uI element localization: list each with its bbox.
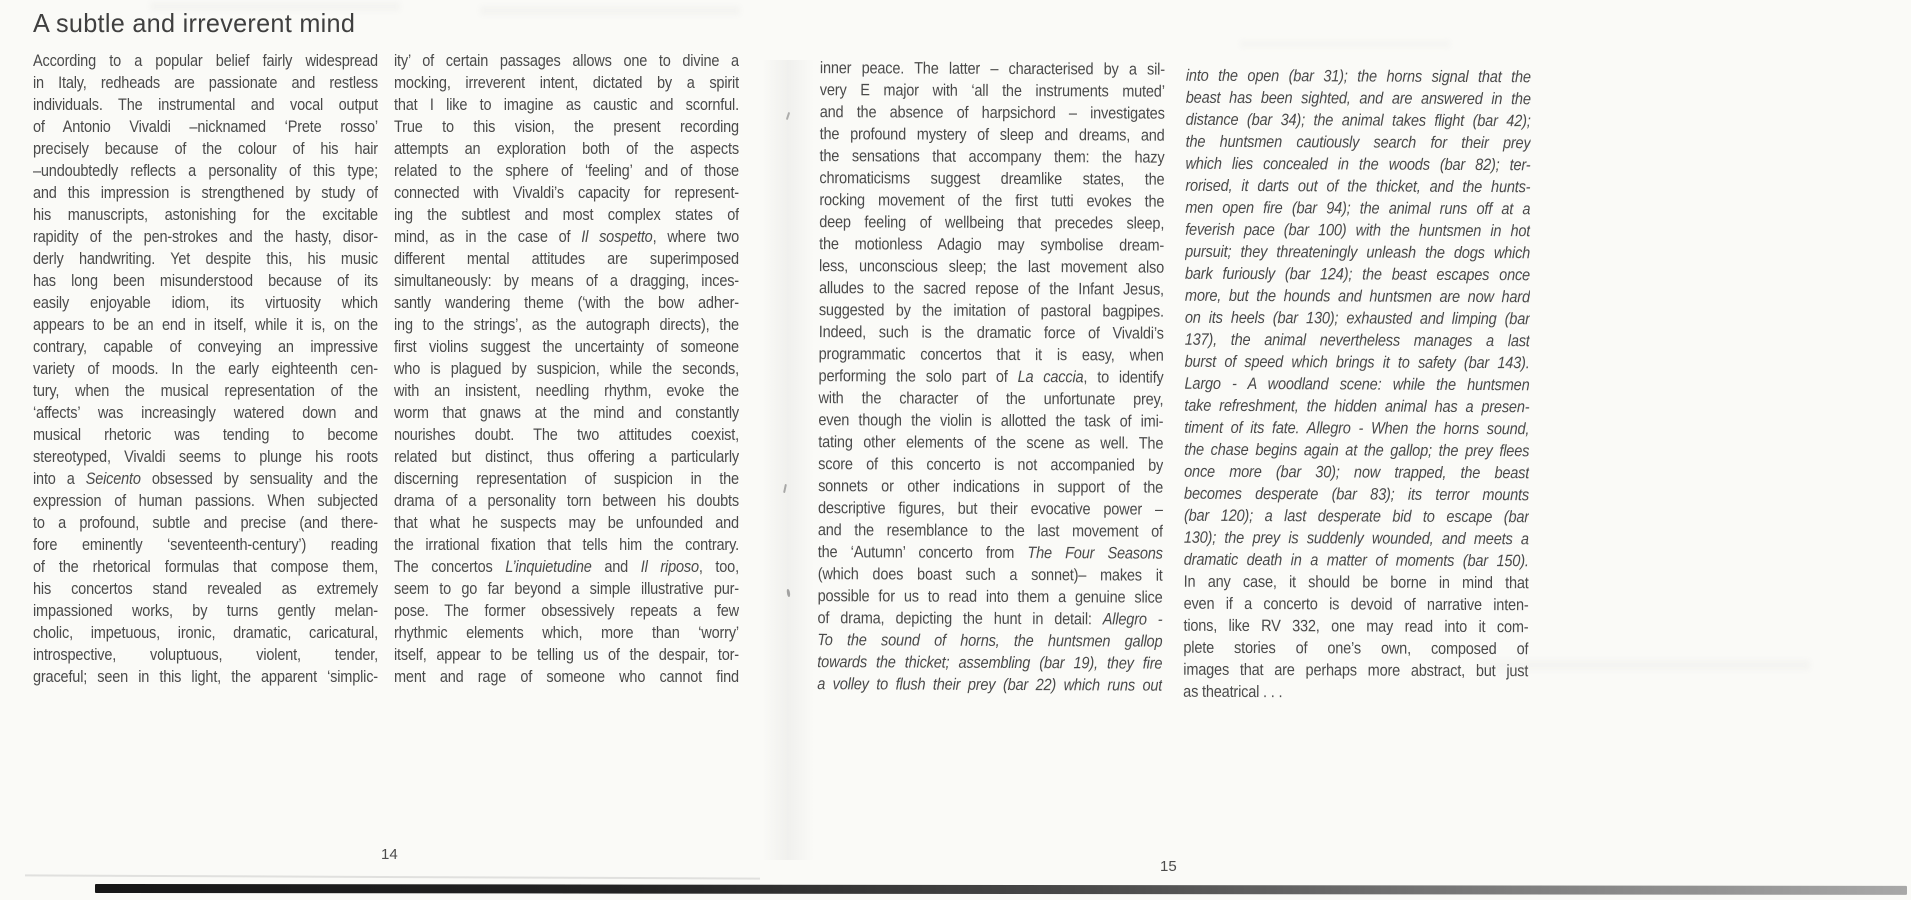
text-line: musical rhetoric was tending to become [33,426,378,444]
text-line: becomes desperate (bar 83); its terror mounts [1184,484,1530,505]
text-line: with an insistent, needling rhythm, evoke the [394,382,739,400]
text-line: and the absence of harpsichord – investigates [819,103,1165,123]
text-line: the ‘Autumn’ concerto from The Four Seasons [817,543,1163,563]
page-number-left: 14 [381,846,398,863]
text-line: pursuit; they threateningly unleash the dogs which [1185,242,1531,263]
text-line: a volley to flush their prey (bar 22) which runs out [817,675,1163,695]
text-line: of Antonio Vivaldi –nicknamed ‘Prete rosso’ [33,118,378,136]
text-line: seem to go far beyond a simple illustrative pur- [394,580,739,598]
text-line: pose. The former obsessively repeats a few [394,602,739,620]
text-line: cholic, impetuous, ironic, dramatic, caricatural, [33,624,378,642]
text-line: has long been misunderstood because of its [33,272,378,290]
text-line: of the rhetorical formulas that compose them, [33,558,378,576]
text-line: tating other elements of the scene as well. The [818,433,1164,453]
text-line: Indeed, such is the dramatic force of Vivaldi’s [818,323,1164,343]
text-line: (bar 120); a last desperate bid to escape (bar [1183,506,1529,527]
text-line: rhythmic elements which, more than ‘worry’ [394,624,739,642]
text-line: chromaticisms suggest dreamlike states, the [819,169,1165,189]
text-line: connected with Vivaldi’s capacity for represent- [394,184,739,202]
text-line: bark furiously (bar 124); the beast escapes once [1184,264,1531,285]
text-line: the huntsmen cautiously search for their prey [1185,132,1531,153]
text-line: tions, like RV 332, one may read into it com- [1183,616,1529,637]
text-line: programmatic concertos that it is easy, when [818,345,1164,365]
text-line: 130); the prey is suddenly wounded, and meets a [1183,528,1529,549]
text-line: performing the solo part of La caccia, to identify [818,367,1164,387]
text-line: the motionless Adagio may symbolise dream- [819,235,1165,255]
text-line: plete stories of one’s own, composed of [1183,638,1529,659]
text-line: contrary, capable of conveying an impressive [33,338,378,356]
text-line: expression of human passions. When subjected [33,492,378,510]
text-line: (which does boast such a sonnet)– makes it [817,565,1163,585]
text-line: descriptive figures, but their evocative power – [817,499,1163,519]
text-line: timent of its fate. Allegro - When the horns sound, [1184,418,1530,439]
scan-edge-shadow [95,884,1907,895]
text-line: possible for us to read into them a genuine slice [817,587,1163,607]
text-line: rorised, it darts out of the thicket, and the hunts- [1185,176,1531,197]
text-column-1 [33,50,378,688]
text-line: suggested by the imitation of pastoral bagpipes. [818,301,1164,321]
text-line: ing to the strings’, as the autograph directs), the [394,316,739,334]
text-line: drama of a personality torn between his doubts [394,492,739,510]
text-line: of drama, depicting the hunt in detail: Allegro - [817,609,1163,629]
text-line: fore eminently ‘seventeenth-century’) reading [33,536,378,554]
text-line: beast has been sighted, and are answered in the [1185,88,1531,109]
text-line: who is plagued by suspicion, while the seconds, [394,360,739,378]
text-line: discerning representation of suspicion in the [394,470,739,488]
text-line: attempts an exploration both of the aspects [394,140,739,158]
text-line: his manuscripts, astonishing for the excitable [33,206,378,224]
text-line: sonnets or other indications in support of the [818,477,1164,497]
booklet-page-right [787,50,1570,773]
text-line: worm that gnaws at the mind and constantly [394,404,739,422]
text-line: individuals. The instrumental and vocal output [33,96,378,114]
text-line: stereotyped, Vivaldi seems to plunge his roots [33,448,378,466]
text-line: take refreshment, the hidden animal has a presen- [1184,396,1530,417]
text-line: feverish pace (bar 100) with the huntsmen in hot [1185,220,1531,241]
text-line: inner peace. The latter – characterised by a sil- [819,59,1165,79]
text-column-4 [1183,65,1531,704]
text-line: into the open (bar 31); the horns signal that the [1185,66,1531,87]
text-line: ity’ of certain passages allows one to divine a [394,52,739,70]
text-line: impassioned works, by turns gently melan- [33,602,378,620]
text-line: True to this vision, the present recording [394,118,739,136]
scan-artifact [1240,40,1450,48]
text-line: santly wandering theme (‘with the bow adher- [394,294,739,312]
text-line: first violins suggest the uncertainty of someone [394,338,739,356]
text-line: to a profound, subtle and precise (and there- [33,514,378,532]
text-line: very E major with ‘all the instruments muted’ [819,81,1165,101]
text-line: According to a popular belief fairly widespread [33,52,378,70]
text-line: deep feeling of wellbeing that precedes sleep, [819,213,1165,233]
text-line: mocking, irreverent intent, dictated by a spirit [394,74,739,92]
text-line: with the character of the unfortunate prey, [818,389,1164,409]
text-line: towards the thicket; assembling (bar 19), they fire [817,653,1163,673]
text-line: 137), the animal nevertheless manages a last [1184,330,1530,351]
text-line: tury, when the musical representation of the [33,382,378,400]
text-line: Largo - A woodland scene: while the huntsmen [1184,374,1530,395]
text-line: rocking movement of the first tutti evokes the [819,191,1165,211]
text-line: men open fire (bar 94); the animal runs off at a [1185,198,1531,219]
text-line: derly handwriting. Yet despite this, his music [33,250,378,268]
text-line: images that are perhaps more abstract, but just [1183,660,1529,681]
text-line: easily enjoyable idiom, its virtuosity which [33,294,378,312]
text-line: –undoubtedly reflects a personality of this type; [33,162,378,180]
text-line: as theatrical . . . [1183,682,1283,702]
text-line: itself, appear to be telling us of the despair, tor- [394,646,739,664]
text-column-3 [817,57,1165,696]
text-line: his concertos stand revealed as extremely [33,580,378,598]
text-line: alludes to the sacred repose of the Infant Jesus, [818,279,1164,299]
text-line: ing the subtlest and most complex states of [394,206,739,224]
text-line: in Italy, redheads are passionate and restless [33,74,378,92]
text-line: ‘affects’ was increasingly watered down and [33,404,378,422]
text-line: on its heels (bar 130); exhausted and limping (bar [1184,308,1530,329]
text-line: more, but the hounds and huntsmen are now hard [1184,286,1530,307]
text-line: In any case, it should be borne in mind that [1183,572,1529,593]
text-line: and the resemblance to the last movement of [817,521,1163,541]
text-line: The concertos L’inquietudine and Il riposo, too, [394,558,739,576]
text-line: score of this concerto is not accompanied by [818,455,1164,475]
text-line: which lies concealed in the woods (bar 82); ter- [1185,154,1531,175]
text-line: into a Seicento obsessed by sensuality and the [33,470,378,488]
text-column-2 [394,50,739,688]
text-line: different mental attitudes are superimposed [394,250,739,268]
text-line: the profound mystery of sleep and dreams, and [819,125,1165,145]
page-title: A subtle and irreverent mind [33,8,356,38]
text-line: introspective, voluptuous, violent, tender, [33,646,378,664]
text-line: mind, as in the case of Il sospetto, where two [394,228,739,246]
text-line: that I like to imagine as caustic and scornful. [394,96,739,114]
text-line: ment and rage of someone who cannot find [394,668,739,686]
text-line: dramatic death in a matter of moments (bar 150). [1183,550,1529,571]
text-line: distance (bar 34); the animal takes flight (bar 42); [1185,110,1531,131]
text-line: simultaneously: by means of a dragging, inces- [394,272,739,290]
text-line: less, unconscious sleep; the last movement also [819,257,1165,277]
text-line: appears to be an end in itself, while it is, on the [33,316,378,334]
text-line: the chase begins again at the gallop; the prey flees [1184,440,1530,461]
text-line: once more (bar 30); now trapped, the beast [1184,462,1530,483]
text-line: related to the sphere of ‘feeling’ and of those [394,162,739,180]
page-number-right: 15 [1160,858,1177,875]
text-line: To the sound of horns, the huntsmen gallop [817,631,1163,651]
text-line: nourishes doubt. The two attitudes coexist, [394,426,739,444]
text-line: precisely because of the colour of his hair [33,140,378,158]
text-line: even though the violin is allotted the task of imi- [818,411,1164,431]
text-line: even if a concerto is devoid of narrative inten- [1183,594,1529,615]
booklet-page-left [0,0,780,900]
text-line: the sensations that accompany them: the hazy [819,147,1165,167]
text-line: related but distinct, thus offering a particularly [394,448,739,466]
text-line: graceful; seen in this light, the apparent ‘simplic- [33,668,378,686]
text-line: variety of moods. In the early eighteenth cen- [33,360,378,378]
text-line: burst of speed which brings it to safety (bar 143). [1184,352,1530,373]
text-line: and this impression is strengthened by study of [33,184,378,202]
text-line: rapidity of the pen-strokes and the hasty, disor- [33,228,378,246]
text-line: the irrational fixation that tells him the contrary. [394,536,739,554]
text-line: that what he suspects may be unfounded and [394,514,739,532]
